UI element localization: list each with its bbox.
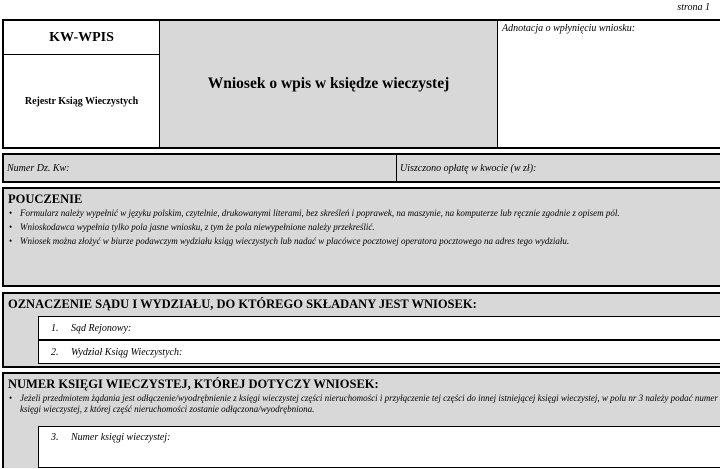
form-code: KW-WPIS [4, 21, 160, 55]
kw-section-note: • Jeżeli przedmiotem żądania jest odłączenie/wyodrębnienie z księgi wieczystej części nieruchomości i przyłączenie tej części do innej istniejącej księgi wieczystej, w polu nr 3 należy podać numer księgi wieczystej, z której część nieruchomości zostanie odłączona/wyodrębniona. [4, 393, 720, 415]
court-section-title: OZNACZENIE SĄDU I WYDZIAŁU, DO KTÓREGO SKŁADANY JEST WNIOSEK: [8, 297, 477, 311]
fee-label: Uiszczono opłatę w kwocie (w zł): [400, 163, 537, 174]
instruction-item: • Wniosek można złożyć w biurze podawczym wydziału ksiąg wieczystych lub nadać w placówce pocztowej operatora pocztowego na adres tego wydziału. [4, 236, 720, 247]
instructions-list [4, 208, 720, 247]
instructions-title: POUCZENIE [8, 192, 83, 206]
fee-field[interactable] [397, 155, 720, 181]
kw-number-field[interactable] [4, 155, 397, 181]
form-title: Wniosek o wpis w księdze wieczystej [160, 21, 498, 147]
registry-label: Rejestr Ksiąg Wieczystych [4, 55, 160, 147]
form-header [2, 19, 720, 149]
kw-number-section [2, 372, 720, 468]
court-division-label: Wydział Ksiąg Wieczystych: [71, 347, 183, 358]
annotation-label: Adnotacja o wpłynięciu wniosku: [502, 23, 636, 34]
instructions-section [2, 187, 720, 287]
field-number: 3. [51, 432, 59, 443]
kw-number-input-label: Numer księgi wieczystej: [71, 432, 171, 443]
kw-number-input-field[interactable] [38, 426, 720, 468]
kw-number-label: Numer Dz. Kw: [7, 163, 70, 174]
annotation-field[interactable] [498, 21, 720, 147]
kw-section-title: NUMER KSIĘGI WIECZYSTEJ, KTÓREJ DOTYCZY WNIOSEK: [8, 377, 379, 391]
instruction-item: • Formularz należy wypełnić w języku polskim, czytelnie, drukowanymi literami, bez skreśleń i poprawek, na maszynie, na komputerze lub ręcznie zgodnie z opisem pól. [4, 208, 720, 219]
court-name-field[interactable] [38, 316, 720, 340]
court-division-field[interactable] [38, 340, 720, 364]
court-name-label: Sąd Rejonowy: [71, 323, 132, 334]
instruction-item: • Wnioskodawca wypełnia tylko pola jasne wniosku, z tym że pola niewypełnione należy przekreślić. [4, 222, 720, 233]
field-number: 1. [51, 323, 59, 334]
kw-number-fee-row [2, 153, 720, 183]
page-number: strona 1 [677, 2, 710, 13]
field-number: 2. [51, 347, 59, 358]
court-section [2, 292, 720, 368]
kw-section-notes [4, 393, 720, 415]
